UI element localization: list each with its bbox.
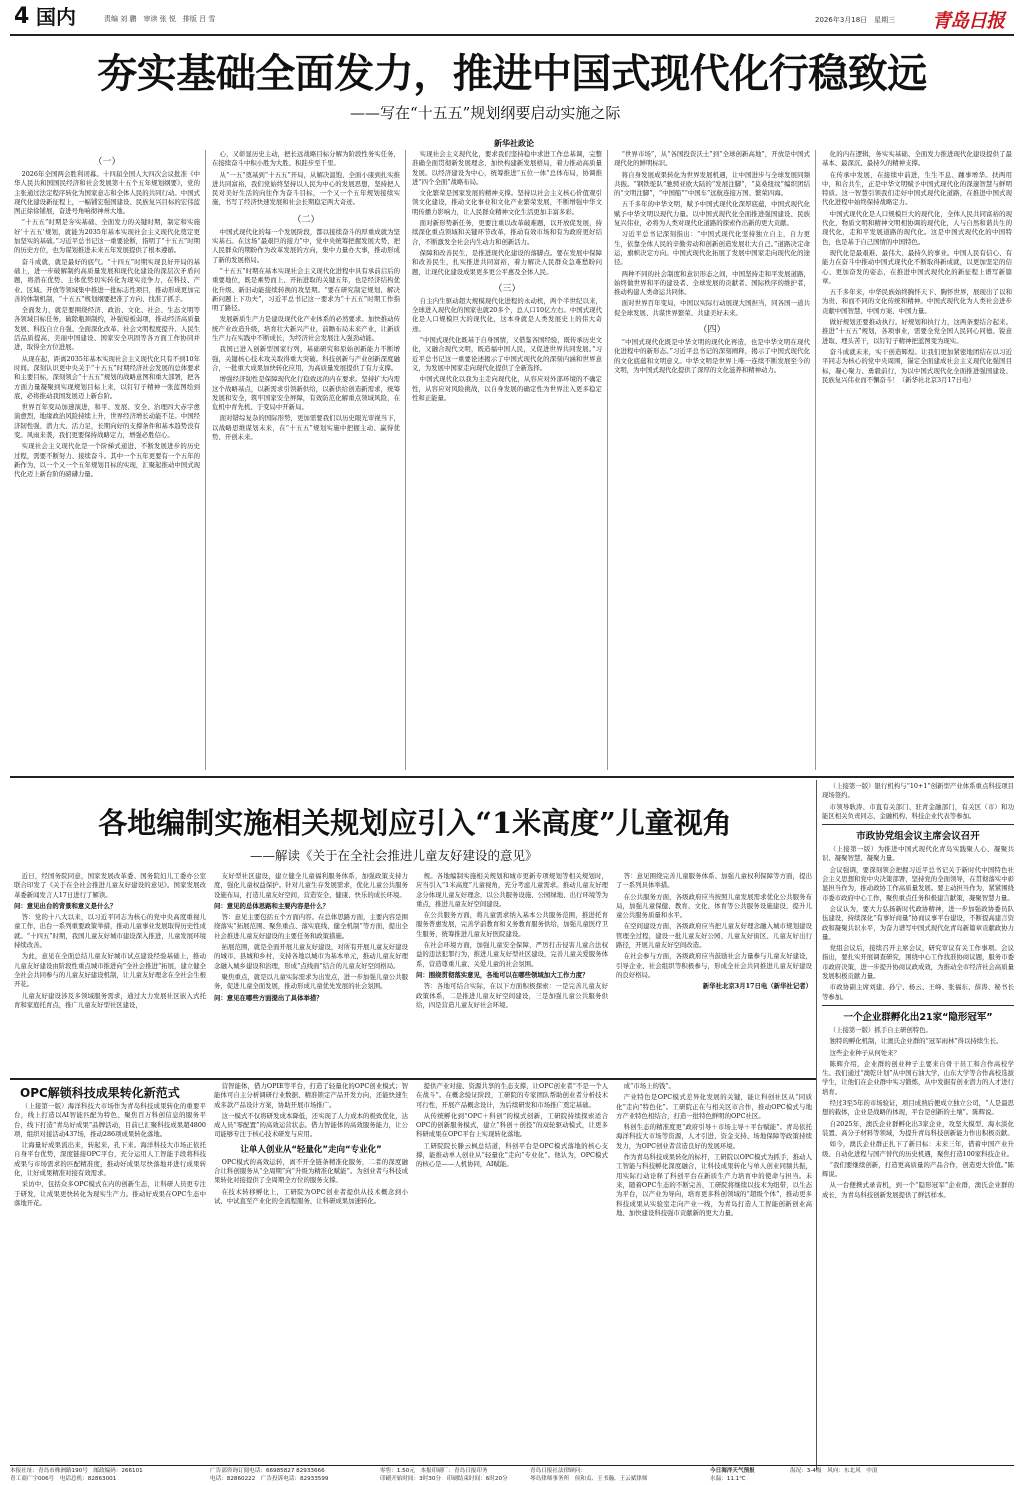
paragraph: 习近平总书记深刻指出：“中国式现代化坚持独立自主，自力更生，依靠全体人民的辛勤劳动和创新创造发展壮大自己。”道路决定命运，旗帜决定方向。中国式现代化拓展了发展中国家走向现代化的途径。	[614, 230, 810, 267]
paragraph: “中国式现代化既是中华文明的现代化再造，也是中华文明在现代化进程中的新形态。”习近平总书记的深刻阐释，揭示了中国式现代化的文化底蕴和文明意义。中华文明是世界上唯一连续不断发展至今的文明，为中国式现代化提供了深厚的文化滋养和精神动力。	[614, 338, 810, 374]
paragraph: “世界市场”，从“各国投资沃土”到“全球创新高地”，开放是中国式现代化的鲜明标识。	[614, 150, 810, 168]
article3-subhead: 让单人创业从“轻量化”走向“专业化”	[240, 1144, 382, 1155]
article-separator	[10, 776, 1014, 778]
paragraph: 聚焦重点，就是以儿童实际需求为出发点，进一步加强儿童公共服务，促进儿童全面发展，推动形成儿童优先发展的社会氛围。	[214, 972, 408, 991]
footer-price: 零售：1.50元 本报印刷厂：青岛日报印务	[380, 1468, 488, 1474]
paragraph: 文化繁荣是国家发展的精神支撑。坚持以社会主义核心价值观引领文化建设，推动文化事业和文化产业繁荣发展，不断增强中华文明传播力影响力，让人民群众精神文化生活更加丰富多彩。	[412, 189, 602, 216]
paragraph: 规。各地编制实施相关规划和城市更新专项规划等相关规划时，应当引入“1米高度”儿童视角，充分考虑儿童需求。推动儿童友好理念分体现儿童友好理念，以公共服务设施、公园绿地、出行环境等为重点，推进儿童友好空间建设。	[416, 872, 608, 908]
paragraph: 友好型社区建设，建立健全儿童福利服务体系，加强政策支持力度，强化儿童权益保护。针对儿童生存发展需求，优化儿童公共服务设施布局，打造儿童友好空间，营造安全、健康、快乐的成长环境。	[214, 872, 408, 899]
article1-col1	[14, 150, 200, 774]
paragraph: 全面发力，就是要围绕经济、政治、文化、社会、生态文明等各领域目标任务，破除瓶颈制约，补强短板弱项，推动经济高质量发展、科技自立自强、全面深化改革、社会文明程度提升、人民生活品质提高、美丽中国建设、国家安全巩固等各方面工作协同并进，取得全方位进展。	[14, 306, 200, 352]
article1-col2	[212, 150, 400, 774]
section-marker: （四）	[698, 325, 726, 336]
paragraph: 会议强调，要深刻领会把握习近平总书记关于新时代中国特色社会主义思想和党中央决策部署，坚持党的全面领导，在贯彻落实中彰显担当作为，推动政协工作高质量发展。要主动担当作为，紧紧围绕市委市政府中心工作，聚焦重点任务积极建言献策，凝聚智慧力量。	[822, 865, 1014, 902]
paragraph: 五千多年的中华文明，赋予中国式现代化深厚底蕴，中国式现代化赋予中华文明以现代力量。以中国式现代化全面推进强国建设、民族复兴伟业，必将为人类对现代化道路的探索作出新的更大贡献。	[614, 200, 810, 228]
paragraph: 答：意见主要包括五个方面内容。在总体思路方面，主要内容是围绕落实“拓展范围、聚焦重点、落实底线、健全机制”等方面，提出全社会推进儿童友好建设的主要任务和政策措施。	[214, 913, 408, 940]
column-divider	[205, 150, 206, 770]
article2-col1	[14, 872, 206, 1072]
sidebar	[822, 782, 1014, 1464]
paragraph: 从一台便携式录音机，到一个“隐形冠军”企业群，澳氏企业群的成长，为青岛科技创新发展提供了鲜活样本。	[822, 1181, 1014, 1199]
article2-headline: 各地编制实施相关规划应引入“1米高度”儿童视角	[98, 806, 732, 840]
page-number: 4	[14, 4, 30, 29]
issue-date: 2026年3月18日 星期三	[815, 16, 896, 24]
paragraph: 奋斗成就，就是最好的底气。“十四五”时期实现良好开局的基础上，进一步破解制约高质量发展和现代化建设的深层次矛盾问题，将潜在优势、主体优势切实转化为现实竞争力，在科技、产业、区域、开放等领域集中推进一批标志性项目，推动形成更加完善的体制机制，“十五五”规划纲要把准了方向、找准了抓手。	[14, 257, 200, 303]
sidebar-item2-title: 市政协党组会议主席会议召开	[856, 831, 980, 843]
paragraph: 心，又彰显历史主动，把长远战略目标分解为阶段性务实任务，在接续奋斗中积小胜为大胜、积跬步至千里。	[212, 150, 400, 168]
paragraph: 在公共服务方面，将儿童需求纳入基本公共服务范围，推进托育服务普惠发展，完善学前教育和义务教育服务供给，加强儿童医疗卫生服务，统筹推进儿童友好医院建设。	[416, 911, 608, 938]
header-rule	[10, 34, 1014, 36]
paragraph: 陈辉介绍，企业群的创业种子主要来自骨干员工和合作高校学生。我们通过“澳乾计划”从中国石油大学、山东大学等合作高校选拔学生，让他们在企业群中实习锻炼，从中发掘有创业潜力的人才进行培育。	[822, 1059, 1014, 1096]
paragraph: 提供产业对接、资源共享的生态支撑，让OPC创业者“不是一个人在战斗”。在概念验证阶段，工研院的专家团队帮助创业者分析技术可行性，开展产品概念设计，为后续研发和市场推广奠定基础。	[416, 1082, 608, 1109]
sidebar-item3-title: 一个企业群孵化出21家“隐形冠军”	[843, 1011, 993, 1023]
paragraph: 自主内生驱动超大规模现代化进程的永动机，两个半世纪以来，全球进入现代化的国家也就20多个，总人口10亿左右。中国式现代化是人口规模巨大的现代化，这本身就是人类发展史上的伟大奇迹。	[412, 296, 602, 333]
paragraph: 发展新质生产力是建设现代化产业体系的必然要求。加快推动传统产业改造升级，培育壮大新兴产业，前瞻布局未来产业，让新质生产力在实践中不断成长，为经济社会发展注入强劲动能。	[212, 315, 400, 343]
paragraph: 面对新形势新任务，更要注重以改革破难题，以开放促发展，持续深化重点领域和关键环节改革，推动有效市场和有为政府更好结合，不断激发全社会内生动力和创新活力。	[412, 219, 602, 246]
paragraph: 世界百年变局加速演进，和平、发展、安全、治理四大赤字愈演愈烈，地缘政治风险持续上升，世界经济增长动能不足。中国经济韧性强、潜力大、活力足，长期向好的支撑条件和基本趋势没有变。风雨来袭，我们更要保持战略定力，增强必胜信心。	[14, 403, 200, 440]
paragraph: 我国已进入创新型国家行列，基础研究和原始创新能力不断增强，关键核心技术攻关取得重大突破。科技创新与产业创新深度融合，一批重大成果加快转化应用，为高质量发展提供了有力支撑。	[212, 345, 400, 372]
paragraph: 现代化是最艰难、最伟大、最持久的事业。中国人民有信心、有能力在奋斗中推动中国式现代化不断取得新成就，以更加坚定的信心、更加奋发的姿态，在推进中国式现代化的新征程上谱写新篇章。	[822, 248, 1012, 285]
section-marker: （二）	[292, 214, 320, 225]
paragraph: 中国式现代化的每一个发展阶段，都以接续奋斗的厚重成就为坚实基石。在这场“最艰巨的接力”中，党中央统筹把握发展大势，把人民群众的期盼作为改革发展的方向，集中力量办大事，推动形成了新的发展格局。	[212, 227, 400, 264]
paragraph: 在空间建设方面，各级政府应当把儿童友好理念融入城市规划建设管理全过程，建设一批儿童友好公园、儿童友好街区、儿童友好出行路径，开展儿童友好空间改造。	[616, 922, 812, 950]
paragraph: 将自身发展成果转化为世界发展机遇，让中国进步与全球发展同频共振。“钢铁驼队”驰骋亚欧大陆的“发展注脚”，“莫桑纽纹”编织团结的“文明注脚”，“中国船”“中国车”远航连接万国、繁荣四海。	[614, 170, 810, 198]
section-marker: （一）	[93, 157, 121, 167]
paragraph: 自2025年，澳氏企业群孵化出3家企业，攻坚大模型、海水淡化装置、高分子材料等领域，为提升青岛科技创新能力作出积极贡献。	[822, 1119, 1014, 1137]
paragraph: 儿童友好建设涉及多领域服务需求，通过大力发展社区嵌入式托育和家庭托育点，推广儿童友好型社区建设，	[14, 991, 206, 1009]
paragraph: （上接第一版）为推进中国式现代化青岛实践聚人心、凝聚共识、凝聚智慧、凝聚力量。	[822, 845, 1014, 863]
paragraph: 让海量好成果流出来，转起来，孔下来。海洋科技大市场正依托自身平台优势，深度链接OPC平台，充分运用人工智能手段将科技成果与市场需求的匹配精准度，推动好成果尽快落地并进行成果转化，让好成果精准对接有效需求。	[14, 1141, 206, 1178]
footer-weather: 海况：3-4级 风向：东北风 中浪	[790, 1468, 878, 1474]
paragraph: 面对错综复杂的国际形势，更加需要我们以历史眼光审视当下，以战略思维谋划未来，在“十五五”规划实施中把握主动、赢得优势、开创未来。	[212, 414, 400, 442]
footer-license: 青工商广字006号 电话总机：82863001	[10, 1476, 117, 1482]
paragraph: （上接第一版）海洋科技大市场作为青岛科技成果转化的重要平台，线上打造以AI智能匹配为特色、聚焦百万科创信息的服务平台，线下打造“青岛好成果”品牌活动，目前已汇聚科技成果超4800项，组织对接活动437场，推动286项成果转化落地。	[14, 1102, 206, 1138]
article2-col3	[416, 872, 608, 1072]
section-name: 国内	[36, 5, 76, 29]
sidebar-item1-more: 市领导耿涛、市直有关部门、驻青金融部门，有关区（市）和功能区相关负责同志，金融机构、科技企业代表等参加。	[822, 802, 1014, 820]
article-separator	[10, 1078, 816, 1080]
footer-legal: 青岛日报社法律顾问：	[530, 1468, 586, 1474]
paragraph: 五千多年来，中华民族始终胸怀天下、胸怀世界，展现出了以和为贵、和而不同的文化传统和精神。中国式现代化为人类社会进步贡献中国智慧、中国方案、中国力量。	[822, 288, 1012, 315]
footer-print-time: 印刷开始时间：3时30分 印刷结束时间：6时20分	[380, 1476, 508, 1482]
article3-col1	[14, 1102, 206, 1462]
editor-credits: 责编 刘 鹏 审读 张 悦 排版 吕 雪	[104, 15, 216, 23]
paragraph: 采访中，包括众多OPC模式在内的创新生态，让科研人员更专注于研发，让成果更快转化为现实生产力。推动好成果在OPC生态中落地开花。	[14, 1180, 206, 1207]
footer-address: 本报社址：青岛市株洲路190号 邮政编码：266101	[10, 1468, 143, 1474]
paragraph: “中国式现代化既基于自身国情，又借鉴各国经验，既传承历史文化，又融合现代文明，既造福中国人民，又促进世界共同发展。”习近平总书记这一重要论述揭示了中国式现代化的深刻内涵和世界意义，为发展中国家走向现代化提供了全新选择。	[412, 336, 602, 372]
footer-weather-title: 今日海洋天气预报	[710, 1468, 755, 1474]
paragraph: 在公共服务方面，各级政府应当按照儿童发展需求优化公共服务布局，加强儿童保健、教育、文化、体育等公共服务设施建设，提升儿童公共服务质量和水平。	[616, 892, 812, 920]
footer-subscription: 广告部咨询订阅电话：66985827 82933666	[210, 1468, 325, 1474]
page-header	[0, 0, 1024, 34]
newspaper-logo: 青岛日报	[932, 10, 1005, 32]
article1-headline: 夯实基础全面发力，推进中国式现代化行稳致远	[97, 50, 927, 97]
paragraph: 在技术转移孵化上，工研院为OPC创业者提供从技术概念到小试、中试直至产业化的全流程服务，让科研成果加速转化。	[214, 1187, 408, 1205]
article1-col4	[614, 150, 810, 774]
paragraph: 实现社会主义现代化，要求我们坚持稳中求进工作总基调，完整准确全面贯彻新发展理念，加快构建新发展格局，着力推动高质量发展。以经济建设为中心，统筹推进“五位一体”总体布局，协调推进“四个全面”战略布局。	[412, 150, 602, 186]
paragraph: （上接第一版）抓手自主研创特色。	[829, 1025, 932, 1034]
sidebar-divider	[816, 780, 817, 1470]
paragraph: 做好规划还要推动执行。好规划和执行力，这两条要结合起来。推进“十五五”规划，各项事业，需要全党全国人民同心同德、锐意进取、埋头苦干，以钉钉子精神把蓝图变为现实。	[822, 318, 1012, 345]
article2-col4	[616, 872, 812, 1072]
paragraph: 在传承中发展，在接续中前进，生生不息、踵事增华。扶两用中，和合共生，正是中华文明赋予中国式现代化的深邃智慧与鲜明特质。这一智慧引领我们走好中国式现代化道路，在推进中国式现代化进程中始终保持战略定力。	[822, 170, 1012, 207]
footer-lawyers: 琴岛律师事务所 侯和贞、王书瀚、王云斌律师	[530, 1476, 648, 1482]
paragraph: 实现社会主义现代化是一个阶梯式递进、不断发展进步的历史过程，需要不断努力、接续奋斗。其中一个五年更要有一个五年的新作为，以一个又一个五年规划目标的实现，汇聚起推动中国式现代化迈上新台阶的磅礴力量。	[14, 442, 200, 479]
paragraph: 2026年全国两会胜利闭幕。十四届全国人大四次会议批准《中华人民共和国国民经济和社会发展第十五个五年规划纲要》，党的主张通过法定程序转化为国家意志和全体人民的共同行动。中国式现代化建设新征程上，一幅铺宏强国建设、民族复兴目标的宏伟蓝图正徐徐铺展，奋进号角响彻神州大地。	[14, 170, 200, 216]
paragraph: OPC模式的高效运转，离不开全链条精准化服务，二者的深度融合让科创服务从“全周期”向“升级为精准化赋能”。为创业者与科技成果转化对接提供了全周期全方位的服务支撑。	[214, 1157, 408, 1185]
paragraph: “十五五”时期在基本实现社会主义现代化进程中具有承前启后的重要地位，既是乘势而上、开拓进取的关键五年，也是经济结构优化升级、新旧动能接续转换的攻坚期。“要在研究制定规划、解决新问题上下功夫”，习近平总书记这一要求为“十五五”时期工作指明了路径。	[212, 266, 400, 313]
paragraph: “我们要继续创新，打造更高质量的产品合作，创造更大价值。”陈辉说。	[822, 1160, 1014, 1179]
paragraph: 这一模式不仅将研发成本降低，还实现了人力成本的极致优化，达成人员“零配置”的高效运营状态。借力智能体的高效服务能力，让公司能够专注于核心技术研发与应用。	[214, 1111, 408, 1139]
footer-water-temp: 水温：11.1℃	[710, 1476, 746, 1482]
paragraph: 答：意见围绕完善儿童服务体系、加强儿童权利保障等方面，提出了一系列具体举措。	[616, 872, 812, 890]
paragraph: 化的内在逻辑，务实实基础、全面发力推进现代化建设提供了最基本、最深沉、最持久的精神支撑。	[822, 150, 1012, 168]
article1-subheadline: ——写在“十五五”规划纲要启动实施之际	[350, 104, 621, 122]
article1-col5	[822, 150, 1012, 774]
column-divider	[607, 150, 608, 770]
paragraph: 拓展范围，就是全面开展儿童友好建设，对所有开展儿童友好建设的城市、县城和乡村，支持各地以城市为基本单元，推动儿童友好理念融入城乡建设和治理，形成“点线面”结合的儿童友好空间格局。	[214, 943, 408, 970]
paragraph: 两种不同的社会制度和意识形态之间，中国坚持走和平发展道路，始终做世界和平的建设者、全球发展的贡献者、国际秩序的维护者，推动构建人类命运共同体。	[614, 269, 810, 297]
paragraph: 从传统孵化到“OPC＋科创”的模式创新，工研院持续探索适合OPC的创新服务模式，建立“科创＋创投”的双轮驱动模式，让更多科研成果在OPC平台上实现转化落地。	[416, 1111, 608, 1139]
question: 问：意见在哪些方面提出了具体举措？	[214, 993, 323, 1002]
paragraph: 会议认为，要大力弘扬新时代政协精神，进一步加强政协委员队伍建设，持续深化“有事好商量”协商议事平台建设，不断提高建言资政和凝聚共识水平，为奋力谱写中国式现代化青岛新篇章贡献政协力量。	[822, 904, 1014, 941]
paragraph: 独特的孵化机制，让澳氏企业群的“冠军雨林”得以持续生长。	[829, 1037, 1003, 1046]
paragraph: 作为青岛科技成果转化的标杆，工研院以OPC模式为抓手，推动人工智能与科技孵化深度融合，让科技成果转化与单人创业同频共振，用实际行动诠释了科创平台在新质生产力培育中的使命与担当。未来，随着OPC生态的不断完善，工研院将继续以技术为纽带，以生态为平台，以产业为导向，培育更多科创领域的“超级个体”，推动更多科技成果从实验室走向产业一线，为青岛打造人工智能创新创业高地、加快建设科技强市贡献新的更大力量。	[616, 1153, 812, 1217]
paragraph: 市政协副主席刘建、孙宁、杨云、王峰、张福东、薛涛、秘书长等参加。	[822, 983, 1014, 1001]
paragraph: 科创生态的精准度更“政府引导＋市场主导＋平台赋能”。青岛依托海洋科技大市场等资源，人才引进、资金支持、场地保障等政策持续发力，为OPC创业者营造良好的发展环境。	[616, 1123, 812, 1150]
paragraph: 从现在起，距离2035年基本实现社会主义现代化只有不到10年时间。深刻认识更中央关于“十五五”时期经济社会发展的总体要求和主要目标，深刻领会“十五五”规划的战略意图和重大部署，把各方面力量凝聚到实现规划目标上来，以钉钉子精神一张蓝图绘到底，必将推动我国发展迈上新台阶。	[14, 354, 200, 400]
column-divider	[815, 150, 816, 770]
paragraph: 面对世界百年变局，中国以实际行动展现大国担当，同各国一道共促全球发展、共谋世界繁荣、共建美好未来。	[614, 299, 810, 317]
footer	[10, 1467, 1014, 1485]
paragraph: 经过3至5年的市场验证，项目成熟后便成立独立公司，“人是最思想的载体，企业是战略的体现，平台是创新的土壤”。陈辉说。	[822, 1099, 1014, 1117]
article3-col2	[214, 1082, 408, 1462]
article1-byline: 新华社政论	[494, 139, 534, 148]
paragraph: 为此，意见在全面总结儿童友好城市试点建设经验基础上，推动儿童友好建设由阶段性重点城市推进向“全社会推进”拓展，建立健全全社会共同参与的儿童友好建设机制，让儿童友好理念在全社会生根开花。	[14, 952, 206, 989]
article1-col3	[412, 150, 602, 774]
footer-complaints: 电话：82860222 广告投诉电话：82933599	[210, 1476, 329, 1482]
paragraph: 工研院院长滕云枫总结道，科创平台是OPC模式落地的核心支撑，能推动单人创业从“轻量化”走向“专业化”。他认为，OPC模式的核心是——人机协同，AI赋能。	[416, 1141, 608, 1169]
paragraph: 中国式现代化是人口规模巨大的现代化，全体人民共同富裕的现代化，物质文明和精神文明相协调的现代化，人与自然和谐共生的现代化，走和平发展道路的现代化。这是中国式现代化的中国特色，也是基于自己国情的中国特色。	[822, 209, 1012, 246]
paragraph: 保障和改善民生，是推进现代化建设的落脚点。要在发展中保障和改善民生，扎实推进共同富裕，着力解决人民群众急难愁盼问题，让现代化建设成果更多更公平惠及全体人民。	[412, 248, 602, 276]
paragraph: 答：各地可结合实际，在以下方面积极探索：一是完善儿童友好政策体系，二是推进儿童友好空间建设，三是加强儿童公共服务供给，四是营造儿童友好社会环境。	[416, 982, 608, 1009]
sidebar-item1-text: （上接第一版）银行机构与“10+1”创新型产业体系重点科技项目现场签约。	[822, 782, 1014, 800]
footer-rule	[10, 1465, 1014, 1466]
question: 问：围绕贯彻落实意见，各地可以在哪些领域加大工作力度？	[416, 970, 589, 979]
article3-col4	[616, 1082, 812, 1462]
paragraph: 增强经济韧性是保障现代化行稳致远的内在要求。坚持扩大内需这个战略基点，以新需求引领新供给，以新供给创造新需求，统筹发展和安全，筑牢国家安全屏障，有效防范化解重点领域风险，在危机中育先机、于变局中开新局。	[212, 375, 400, 412]
paragraph: 成“市场上的钱”。	[623, 1082, 675, 1090]
paragraph: 中国式现代化以我为主走向现代化，从容应对外部环境的不确定性，从容应对风险挑战，以自身发展的确定性为世界注入更多稳定性和正能量。	[412, 375, 602, 402]
paragraph: 近日，经国务院同意，国家发展改革委、国务院妇儿工委办公室联合印发了《关于在全社会推进儿童友好建设的意见》。国家发展改革委新闻发言人17日进行了解读。	[14, 872, 206, 899]
question: 问：意见的总体思路和主要内容是什么？	[214, 901, 330, 910]
dateline: 新华社北京3月17日电（新华社记者）	[702, 982, 812, 991]
paragraph: 如今，澳氏企业群正扎下了新目标：未来三年，借着中国产业升级、自动化进程与国产替代的历史机遇，聚焦打造100家科技企业。	[822, 1140, 1014, 1158]
column-divider	[405, 150, 406, 770]
paragraph: 在社会环境方面，加强儿童安全保障，严厉打击侵害儿童合法权益的违法犯罪行为，推进儿童友好型社区建设，完善儿童关爱服务体系，营造尊重儿童、关爱儿童的社会氛围。	[416, 941, 608, 968]
question: 问：意见出台的背景和意义是什么？	[14, 901, 117, 910]
paragraph: 从“一五”奠基到“十五五”开局，从解决温饱、全面小康到扎实推进共同富裕，我们党始终坚持以人民为中心的发展思想，坚持把人民对美好生活的向往作为奋斗目标，一个又一个五年规划接续实施，书写了经济快速发展和社会长期稳定两大奇迹。	[212, 170, 400, 207]
article3-title: OPC解锁科技成果转化新范式	[20, 1086, 180, 1100]
paragraph: 这些企业种子从何处来？	[829, 1048, 900, 1057]
article2-subheadline: ——解读《关于在全社会推进儿童友好建设的意见》	[250, 848, 538, 863]
section-marker: （三）	[493, 283, 521, 294]
paragraph: 营智能体，借力OPIE等平台，打造了轻量化的OPC创业模式；智能体可自主分析调研行业数据、精准锁定产品开发方向，还能快速生成多款产品设计方案，协助开展市场推广。	[214, 1082, 408, 1109]
paragraph: 奋斗成就未来，实干创造辉煌。让我们更加紧密地团结在以习近平同志为核心的党中央周围，锚定全面建成社会主义现代化强国目标，凝心聚力、勇毅前行，为以中国式现代化全面推进强国建设、民族复兴伟业而不懈奋斗！（新华社北京3月17日电）	[822, 347, 1012, 384]
paragraph: 党组会议后，接续召开主席会议，研究审议有关工作事项。会议指出，要扎实开展调查研究，围绕中心工作找准协商议题，服务市委市政府决策，进一步提升协商议政成效，为推动全市经济社会高质量发展积极贡献力量。	[822, 944, 1014, 981]
article2-col2	[214, 872, 408, 1072]
paragraph: 在社会参与方面，各级政府应当鼓励社会力量参与儿童友好建设，引导企业、社会组织等积极参与，形成全社会共同推进儿童友好建设的良好格局。	[616, 952, 812, 979]
paragraph: 产业特色是OPC模式差异化发展的关键，能让科创社区从“同质化”走向“特色化”。工研院正在与相关区市合作，推动OPC模式与地方产业特色相结合，打造一批特色鲜明的OPC社区。	[616, 1093, 812, 1120]
paragraph: 答：党的十八大以来，以习近平同志为核心的党中央高度重视儿童工作，出台一系列重要政策举措，推动儿童事业发展取得历史性成就。“十四五”时期，我国儿童友好城市建设深入推进，儿童发展环境持续改善。	[14, 913, 206, 950]
article3-col3	[416, 1082, 608, 1462]
paragraph: “十五五”时期是夯实基础、全面发力的关键时期，制定和实施好‘十五五’规划，就能为2035年基本实现社会主义现代化奠定更加坚实的基础。”习近平总书记这一重要论断，指明了“十五五”时期的历史方位，也为谋划推进未来五年发展提供了根本遵循。	[14, 218, 200, 255]
